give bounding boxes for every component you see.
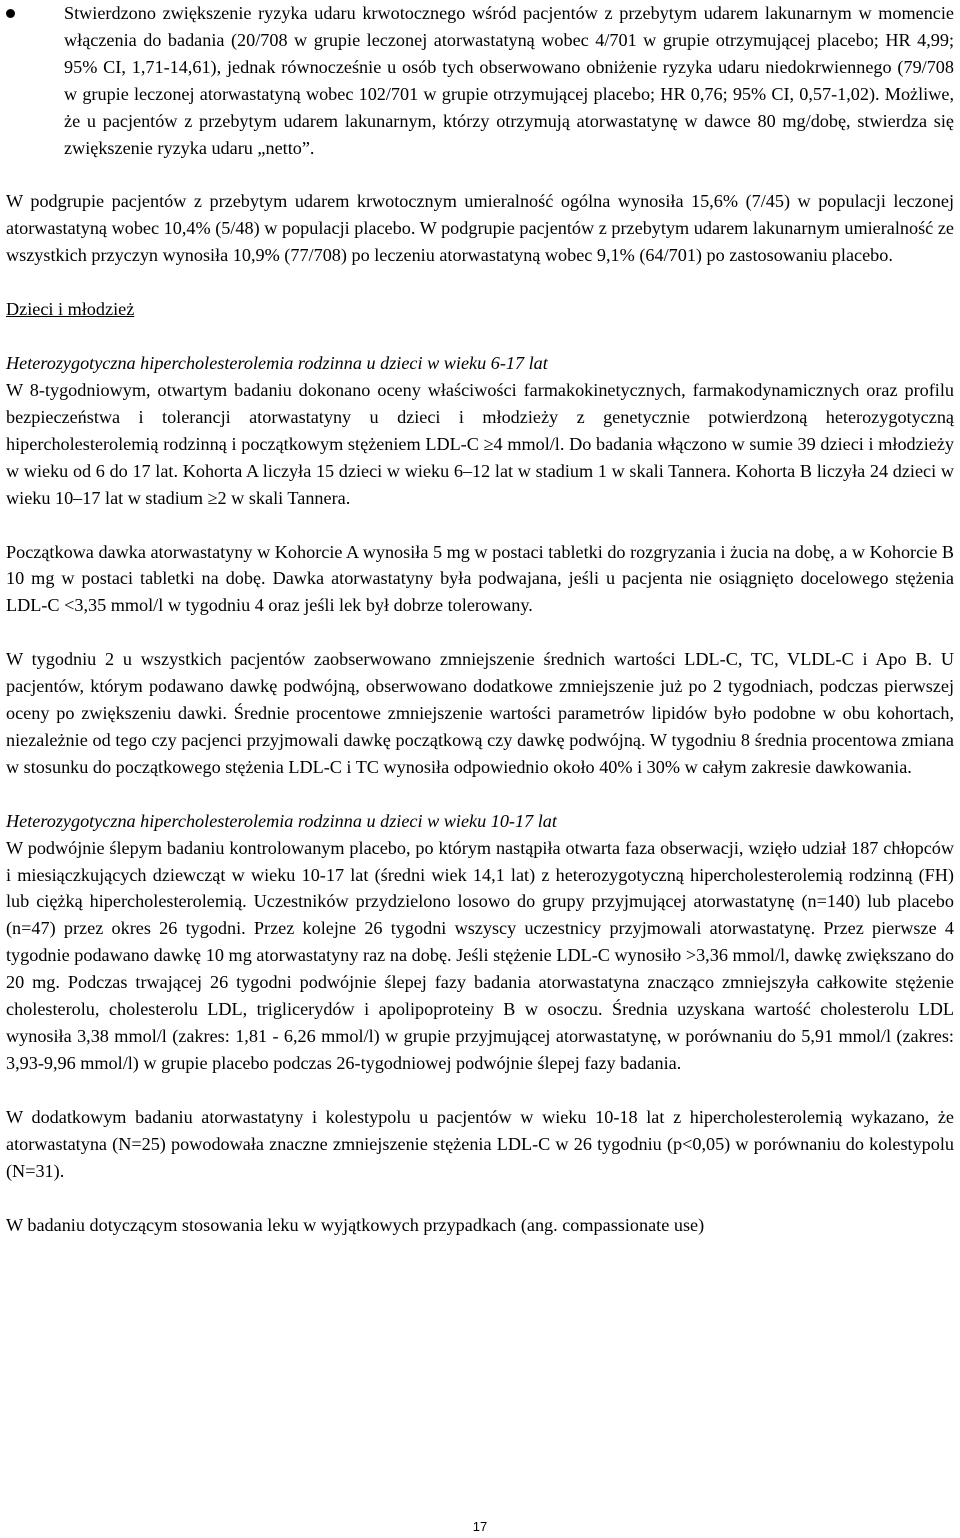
paragraph-spacer xyxy=(6,1185,954,1212)
final-paragraph: W badaniu dotyczącym stosowania leku w wyjątkowych przypadkach (ang. compassionate use) xyxy=(6,1214,705,1235)
bullet-paragraph: Stwierdzono zwiększenie ryzyka udaru krwotocznego wśród pacjentów z przebytym udarem lakunarnym w momencie włączenia do badania (20/708 w grupie leczonej atorwastatyną wobec 4/701 w grupie otrzymującej placebo; HR 4,99; 95% CI, 1,71-14,61), jednak równocześnie u osób tych obserwowano obniżenie ryzyka udaru niedokrwiennego (79/708 w grupie leczonej atorwastatyną wobec 102/701 w grupie otrzymującej placebo; HR 0,76; 95% CI, 0,57-1,02). Możliwe, że u pacjentów z przebytym udarem lakunarnym, którzy otrzymują atorwastatynę w dawce 80 mg/dobę, stwierdza się zwiększenie ryzyka udaru „netto”. xyxy=(64,3,954,158)
mortality-paragraph: W podgrupie pacjentów z przebytym udarem krwotocznym umieralność ogólna wynosiła 15,6% (7/45) w populacji leczonej atorwastatyną wobec 10,4% (5/48) w populacji placebo. W podgrupie pacjentów z przebytym udarem lakunarnym umieralność ze wszystkich przyczyn wynosiła 10,9% (77/708) po leczeniu atorwastatyną wobec 9,1% (64/701) po zastosowaniu placebo. xyxy=(6,191,954,266)
document-page xyxy=(6,0,954,1238)
body-paragraph: W podwójnie ślepym badaniu kontrolowanym placebo, po którym nastąpiła otwarta faza obserwacji, wzięło udział 187 chłopców i miesiączkujących dziewcząt w wieku 10-17 lat (średni wiek 14,1 lat) z heterozygotyczną hipercholesterolemią rodzinną (FH) lub ciężką hipercholesterolemią. Uczestników przydzielono losowo do grupy przyjmującej atorwastatynę (n=140) lub placebo (n=47) przez okres 26 tygodni. Przez kolejne 26 tygodni wszyscy uczestnicy przyjmowali atorwastatynę. Przez pierwsze 4 tygodnie podawano dawkę 10 mg atorwastatyny raz na dobę. Jeśli stężenie LDL-C wynosiło >3,36 mmol/l, dawkę zwiększano do 20 mg. Podczas trwającej 26 tygodni podwójnie ślepej fazy badania atorwastatyna znacząco zmniejszyła całkowite stężenie cholesterolu, cholesterolu LDL, triglicerydów i apolipoproteiny B w osoczu. Średnia uzyskana wartość cholesterolu LDL wynosiła 3,38 mmol/l (zakres: 1,81 - 6,26 mmol/l) w grupie przyjmującej atorwastatynę, w porównaniu do 5,91 mmol/l (zakres: 3,93-9,96 mmol/l) w grupie placebo podczas 26-tygodniowej podwójnie ślepej fazy badania. xyxy=(6,837,954,1073)
paragraph-spacer xyxy=(6,781,954,808)
paragraph-spacer xyxy=(6,619,954,646)
paragraph-spacer xyxy=(6,161,954,188)
paragraph-spacer xyxy=(6,269,954,296)
paragraph-spacer xyxy=(6,323,954,350)
page-number: 17 xyxy=(472,1519,488,1534)
subsection-heading: Heterozygotyczna hipercholesterolemia rodzinna u dzieci w wieku 6-17 lat xyxy=(6,353,548,374)
paragraph-spacer xyxy=(6,1077,954,1104)
body-paragraph: Początkowa dawka atorwastatyny w Kohorcie A wynosiła 5 mg w postaci tabletki do rozgryzania i żucia na dobę, a w Kohorcie B 10 mg w postaci tabletki na dobę. Dawka atorwastatyny była podwajana, jeśli u pacjenta nie osiągnięto docelowego stężenia LDL-C <3,35 mmol/l w tygodniu 4 oraz jeśli lek był dobrze tolerowany. xyxy=(6,541,954,616)
section-heading: Dzieci i młodzież xyxy=(6,299,135,320)
bullet-icon xyxy=(6,9,15,18)
body-paragraph: W tygodniu 2 u wszystkich pacjentów zaobserwowano zmniejszenie średnich wartości LDL-C, TC, VLDL-C i Apo B. U pacjentów, którym podawano dawkę podwójną, obserwowano dodatkowe zmniejszenie już po 2 tygodniach, podczas pierwszej oceny po zwiększeniu dawki. Średnie procentowe zmniejszenie wartości parametrów lipidów było podobne w obu kohortach, niezależnie od tego czy pacjenci przyjmowali dawkę początkową czy dawkę podwójną. W tygodniu 8 średnia procentowa zmiana w stosunku do początkowego stężenia LDL-C i TC wynosiła odpowiednio około 40% i 30% w całym zakresie dawkowania. xyxy=(6,649,954,777)
body-paragraph: W 8-tygodniowym, otwartym badaniu dokonano oceny właściwości farmakokinetycznych, farmakodynamicznych oraz profilu bezpieczeństwa i tolerancji atorwastatyny u dzieci i młodzieży z genetycznie potwierdzoną heterozygotyczną hipercholesterolemią rodzinną i początkowym stężeniem LDL-C ≥4 mmol/l. Do badania włączono w sumie 39 dzieci i młodzieży w wieku od 6 do 17 lat. Kohorta A liczyła 15 dzieci w wieku 6–12 lat w stadium 1 w skali Tannera. Kohorta B liczyła 24 dzieci w wieku 10–17 lat w stadium ≥2 w skali Tannera. xyxy=(6,379,954,508)
body-paragraph: W dodatkowym badaniu atorwastatyny i kolestypolu u pacjentów w wieku 10-18 lat z hipercholesterolemią wykazano, że atorwastatyna (N=25) powodowała znaczne zmniejszenie stężenia LDL-C w 26 tygodniu (p<0,05) w porównaniu do kolestypolu (N=31). xyxy=(6,1106,954,1181)
subsection-heading: Heterozygotyczna hipercholesterolemia rodzinna u dzieci w wieku 10-17 lat xyxy=(6,810,557,831)
paragraph-spacer xyxy=(6,512,954,539)
bullet-list-item xyxy=(6,0,954,161)
